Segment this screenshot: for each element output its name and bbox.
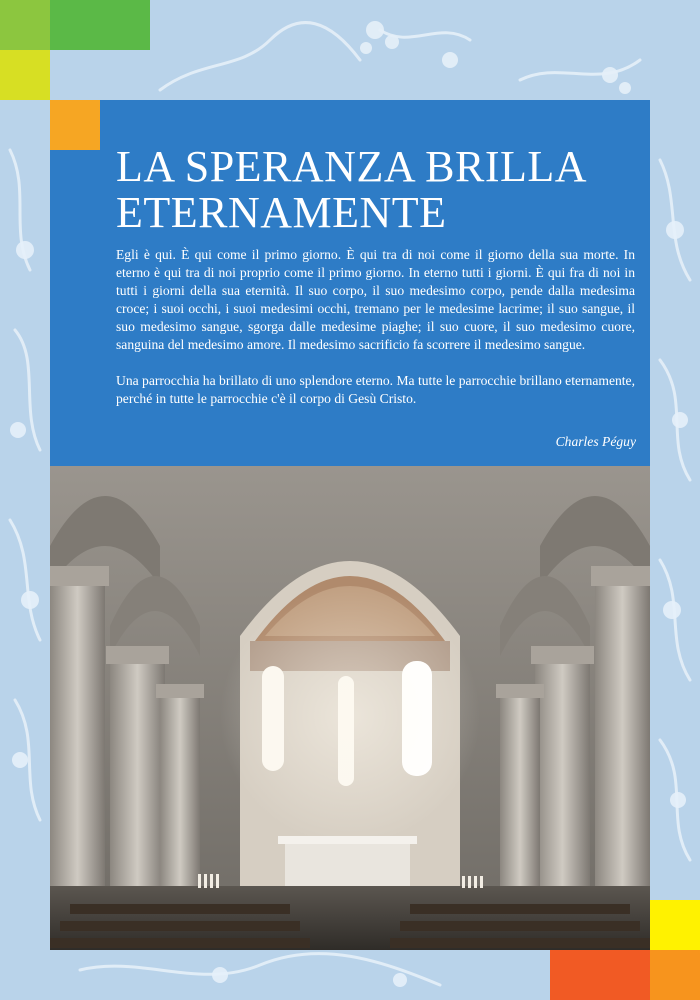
article-title [116,144,636,236]
decor-square-yellow [650,900,700,950]
decor-square-red [550,950,650,1000]
decor-square-orange-bottom [650,950,700,1000]
text-panel [50,100,650,466]
paragraph-2: Una parrocchia ha brillato di uno splendore eterno. Ma tutte le parrocchie brillano eternamente, perché in tutte le parrocchie c'è il corpo di Gesù Cristo. [116,373,635,406]
decor-square-orange [50,100,100,150]
decor-square-lime [0,50,50,100]
title-line-1: LA SPERANZA BRILLA [116,142,588,191]
church-interior-photo [50,466,650,950]
article-body [116,246,635,426]
paragraph-1: Egli è qui. È qui come il primo giorno. È qui tra di noi come il giorno della sua morte. In eterno è qui tra di noi proprio come il primo giorno. In eterno tutti i giorni. È qui fra di noi in tutti i giorni della sua eternità. Il suo corpo, il suo medesimo corpo, pende dalla medesima croce; i suoi occhi, i suoi medesimi occhi, tremano per le medesime lacrime; il suo sangue, il suo medesimo sangue, sgorga dalle medesime piaghe; il suo cuore, il suo medesimo cuore, sanguina del medesimo amore. Il medesimo sacrificio fa scorrere il medesimo sangue. [116,247,635,352]
title-line-2: ETERNAMENTE [116,188,447,237]
author-signature: Charles Péguy [555,434,636,449]
decor-square-light-green [0,0,50,50]
